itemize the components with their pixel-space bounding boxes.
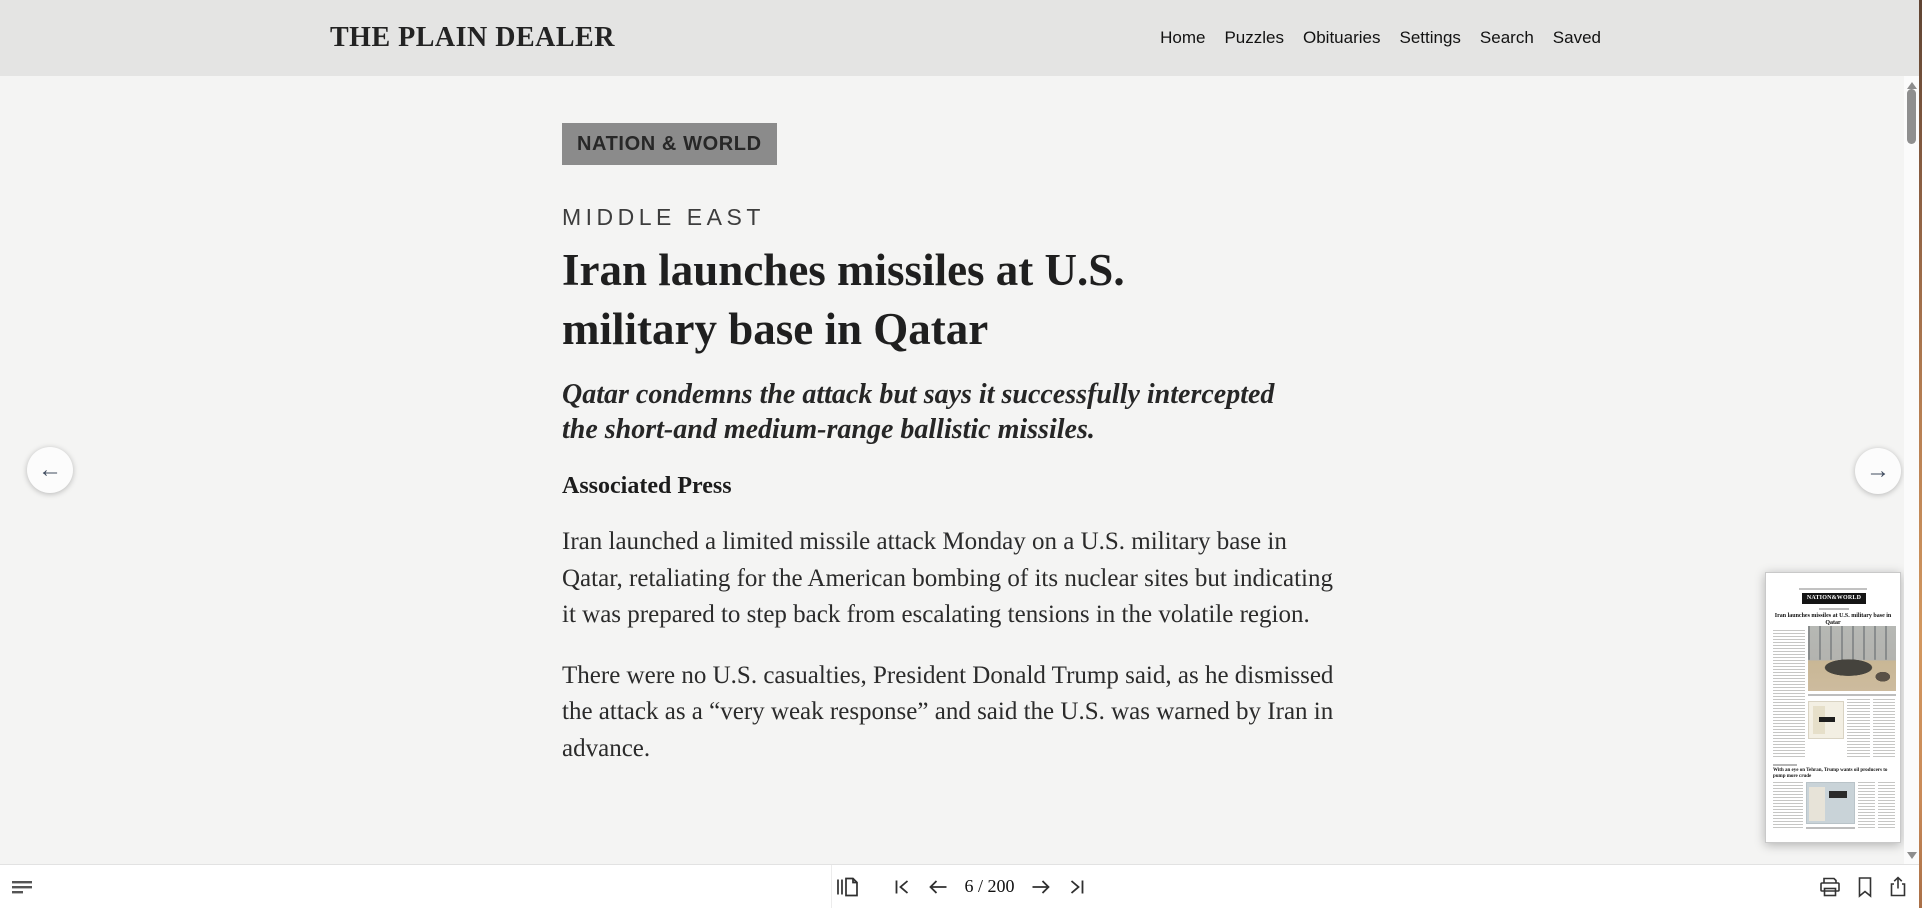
article-paragraph: Iran launched a limited missile attack Monday on a U.S. military base in Qatar, retaliating for the American bombing of its nuclear sites but indicating it was prepared to step back from escalating tensions in the volatile region.	[562, 528, 1333, 628]
thumbnail-text-column	[1873, 699, 1895, 759]
thumbnail-headline: Iran launches missiles at U.S. military base in Qatar	[1774, 613, 1892, 626]
nav-item-search[interactable]: Search	[1479, 28, 1534, 47]
arrow-right-icon	[1030, 877, 1052, 897]
main-nav	[1160, 28, 1601, 48]
scrollbar-thumb[interactable]	[1907, 89, 1916, 144]
arrow-left-icon: ←	[38, 456, 62, 483]
skip-to-first-icon	[892, 877, 912, 897]
thumbnail-text-column	[1773, 630, 1805, 758]
masthead-logo[interactable]: THE PLAIN DEALER	[330, 22, 615, 53]
article-headline: Iran launches missiles at U.S. military base in Qatar	[562, 245, 1125, 354]
thumbnail-caption-line	[1808, 694, 1896, 696]
article-deck: Qatar condemns the attack but says it successfully intercepted the short-and medium-range ballistic missiles.	[562, 379, 1275, 445]
nav-item-home[interactable]: Home	[1160, 28, 1206, 47]
thumbnail-text-column	[1878, 782, 1895, 830]
next-article-button[interactable]	[1855, 448, 1901, 494]
page-thumbnail[interactable]	[1765, 572, 1901, 843]
thumbnail-masthead-line	[1799, 588, 1867, 590]
prev-article-button[interactable]	[27, 447, 73, 493]
thumbnail-text-column	[1858, 782, 1875, 830]
article-list-button[interactable]	[11, 865, 35, 908]
bookmark-icon	[1856, 876, 1874, 898]
toolbar-actions	[1818, 865, 1908, 908]
spread-view-button[interactable]	[835, 875, 858, 899]
bottom-toolbar	[0, 864, 1922, 908]
two-page-view-icon	[835, 875, 858, 899]
print-button[interactable]	[1818, 876, 1842, 898]
section-badge: NATION & WORLD	[562, 123, 777, 165]
page-indicator[interactable]: 6 / 200	[964, 876, 1015, 896]
map-label-box	[1829, 791, 1847, 798]
nav-item-obituaries[interactable]: Obituaries	[1303, 28, 1381, 47]
last-page-button[interactable]	[1067, 877, 1087, 897]
vertical-scrollbar[interactable]	[1904, 76, 1919, 864]
thumbnail-text-column	[1773, 782, 1803, 830]
printer-icon	[1818, 876, 1842, 898]
skip-to-last-icon	[1067, 877, 1087, 897]
thumbnail-byline-line	[1819, 608, 1849, 610]
bookmark-button[interactable]	[1856, 876, 1874, 898]
nav-item-puzzles[interactable]: Puzzles	[1224, 28, 1284, 47]
scroll-down-icon[interactable]	[1907, 852, 1917, 859]
article-view	[562, 123, 1346, 767]
thumbnail-secondary-headline: With an eye on Tehran, Trump wants oil producers to pump more crude	[1773, 768, 1888, 779]
next-page-button[interactable]	[1030, 877, 1052, 897]
toolbar-divider	[831, 865, 832, 908]
text-lines-icon	[11, 877, 35, 897]
nav-item-settings[interactable]: Settings	[1399, 28, 1461, 47]
map-land-shape	[1809, 787, 1825, 821]
top-bar	[0, 0, 1922, 76]
thumbnail-section-header: NATION&WORLD	[1802, 593, 1866, 604]
thumbnail-map	[1806, 782, 1855, 824]
prev-page-button[interactable]	[927, 877, 949, 897]
first-page-button[interactable]	[892, 877, 912, 897]
page-pager	[835, 865, 1086, 908]
share-icon	[1888, 876, 1908, 898]
article-byline: Associated Press	[562, 473, 732, 499]
thumbnail-kicker-line	[1773, 764, 1797, 766]
arrow-left-icon	[927, 877, 949, 897]
article-paragraph: There were no U.S. casualties, President Donald Trump said, as he dismissed the attack as a “very weak response” and said the U.S. was warned by Iran in advance.	[562, 661, 1334, 762]
thumbnail-caption-line	[1806, 827, 1855, 829]
thumbnail-map	[1808, 701, 1844, 739]
thumbnail-photo	[1808, 626, 1896, 691]
article-kicker: MIDDLE EAST	[562, 204, 765, 230]
share-button[interactable]	[1888, 876, 1908, 898]
arrow-right-icon: →	[1866, 457, 1890, 484]
scroll-up-icon[interactable]	[1907, 82, 1917, 89]
nav-item-saved[interactable]: Saved	[1552, 28, 1601, 47]
map-label-box	[1819, 717, 1835, 722]
thumbnail-text-column	[1847, 699, 1870, 759]
